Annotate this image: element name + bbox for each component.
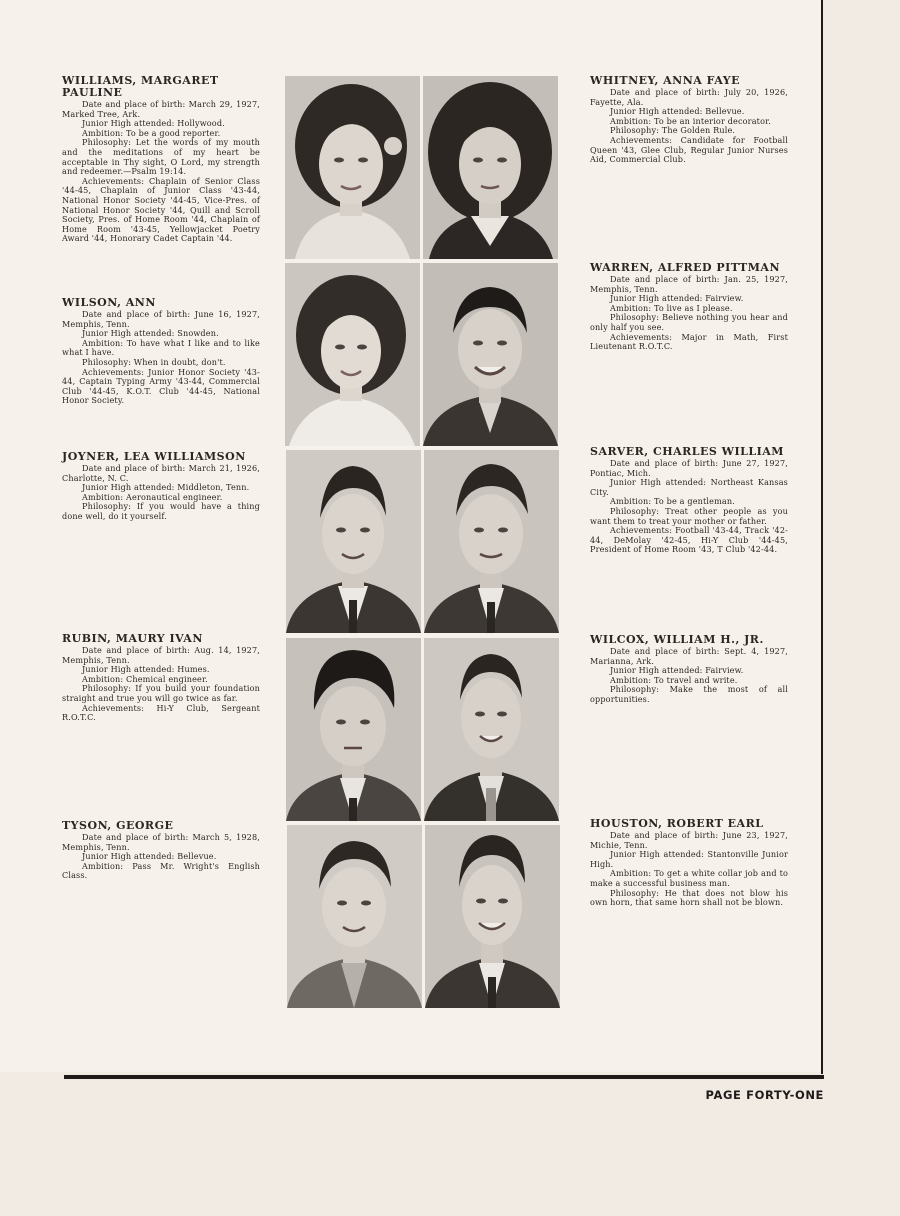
philosophy-line: Philosophy: Let the words of my mouth and the meditations of my heart be acceptable in Thy sight, O Lord, my strength and redeemer.—Psalm 19:14. [62,137,260,177]
portrait-photo-warren [423,263,558,446]
junior-high-line: Junior High attended: Humes. [82,664,210,675]
birth-line: Date and place of birth: March 21, 1926, Charlotte, N. C. [62,463,260,483]
philosophy-line: Philosophy: Believe nothing you hear and only half you see. [590,312,788,332]
left-entry-wilson [62,297,260,406]
philosophy-line: Philosophy: Make the most of all opportunities. [590,684,788,704]
philosophy-line: Philosophy: The Golden Rule. [610,125,736,136]
portrait-photo-sarver [424,450,559,633]
achievements-line: Achievements: Football '43-44, Track '42-44, DeMolay '42-45, Hi-Y Club '44-45, President of Home Room '43, T Club '42-44. [590,525,788,555]
student-name: SARVER, CHARLES WILLIAM [590,445,784,458]
ambition-line: Ambition: Aeronautical engineer. [82,491,223,502]
birth-line: Date and place of birth: March 5, 1928, Memphis, Tenn. [62,832,260,852]
right-entry-whitney [590,75,788,165]
portrait-photo-tyson [287,825,422,1008]
achievements-line: Achievements: Chaplain of Senior Class '44-45, Chaplain of Junior Class '43-44, National Honor Society '44-45, Vice-Pres. of National Honor Society '44, Quill and Scroll Society, Pres. of Home Room '44, Chaplain of Home Room '43-45, Yellowjacket Poetry Award '44, Honorary Cadet Captain '44. [62,175,260,244]
ambition-line: Ambition: To have what I like and to like what I have. [62,337,260,358]
vertical-rule [821,0,823,1074]
right-entry-wilcox [590,634,788,705]
student-name: HOUSTON, ROBERT EARL [590,817,764,830]
birth-line: Date and place of birth: June 16, 1927, Memphis, Tenn. [62,309,260,329]
portrait-photo-wilson [285,263,420,446]
bottom-rule [64,1075,824,1079]
ambition-line: Ambition: Pass Mr. Wright's English Class. [62,860,260,881]
philosophy-line: Philosophy: Treat other people as you want them to treat your mother or father. [590,505,788,526]
student-name: JOYNER, LEA WILLIAMSON [62,450,246,463]
student-name: WILCOX, WILLIAM H., JR. [590,633,764,646]
junior-high-line: Junior High attended: Middleton, Tenn. [82,482,250,493]
page-number: PAGE FORTY-ONE [705,1088,824,1102]
ambition-line: Ambition: To travel and write. [610,674,738,685]
philosophy-line: Philosophy: If you would have a thing done well, do it yourself. [62,501,260,521]
portrait-photo-joyner [286,450,421,633]
ambition-line: Ambition: To be an interior decorator. [610,115,771,126]
right-entry-warren [590,262,788,352]
left-entry-williams [62,75,260,244]
student-name: WILLIAMS, MARGARET PAULINE [62,74,219,99]
ambition-line: Ambition: To live as I please. [610,302,733,313]
birth-line: Date and place of birth: March 29, 1927, Marked Tree, Ark. [62,99,260,119]
ambition-line: Ambition: To be a gentleman. [610,496,735,507]
junior-high-line: Junior High attended: Hollywood. [82,118,225,129]
student-name: WHITNEY, ANNA FAYE [590,74,741,87]
portrait-photo-rubin [286,638,421,821]
junior-high-line: Junior High attended: Northeast Kansas City. [590,477,788,497]
birth-line: Date and place of birth: Jan. 25, 1927, Memphis, Tenn. [590,274,788,294]
ambition-line: Ambition: To be a good reporter. [82,127,221,138]
birth-line: Date and place of birth: July 20, 1926, Fayette, Ala. [590,87,788,107]
birth-line: Date and place of birth: June 23, 1927, Michie, Tenn. [590,830,788,850]
achievements-line: Achievements: Major in Math, First Lieutenant R.O.T.C. [590,331,788,352]
right-entry-sarver [590,446,788,555]
portrait-photo-whitney [423,76,558,259]
junior-high-line: Junior High attended: Stantonville Junior High. [590,849,788,869]
student-name: WARREN, ALFRED PITTMAN [590,261,780,274]
achievements-line: Achievements: Junior Honor Society '43-44, Captain Typing Army '43-44, Commercial Club '44-45, K.O.T. Club '44-45, National Honor Society. [62,366,260,406]
birth-line: Date and place of birth: Aug. 14, 1927, Memphis, Tenn. [62,645,260,665]
achievements-line: Achievements: Candidate for Football Queen '43, Glee Club, Regular Junior Nurses Aid, Commercial Club. [590,134,788,165]
philosophy-line: Philosophy: He that does not blow his own horn, that same horn shall not be blown. [590,887,788,908]
junior-high-line: Junior High attended: Fairview. [610,665,744,676]
birth-line: Date and place of birth: June 27, 1927, Pontiac, Mich. [590,458,788,478]
portrait-photo-williams [285,76,420,259]
birth-line: Date and place of birth: Sept. 4, 1927, Marianna, Ark. [590,646,788,666]
achievements-line: Achievements: Hi-Y Club, Sergeant R.O.T.C. [62,702,260,723]
student-name: RUBIN, MAURY IVAN [62,632,203,645]
ambition-line: Ambition: To get a white collar job and to make a successful business man. [590,868,788,888]
left-entry-rubin [62,633,260,723]
ambition-line: Ambition: Chemical engineer. [82,673,208,684]
junior-high-line: Junior High attended: Fairview. [610,293,744,304]
left-entry-joyner [62,451,260,522]
junior-high-line: Junior High attended: Bellevue. [82,851,217,862]
junior-high-line: Junior High attended: Bellevue. [610,106,745,117]
student-name: TYSON, GEORGE [62,819,174,832]
junior-high-line: Junior High attended: Snowden. [82,328,219,339]
student-name: WILSON, ANN [62,296,156,309]
right-entry-houston [590,818,788,908]
philosophy-line: Philosophy: If you build your foundation straight and true you will go twice as far. [62,683,260,703]
left-entry-tyson [62,820,260,881]
portrait-photo-wilcox [424,638,559,821]
portrait-photo-houston [425,825,560,1008]
philosophy-line: Philosophy: When in doubt, don't. [82,356,226,367]
